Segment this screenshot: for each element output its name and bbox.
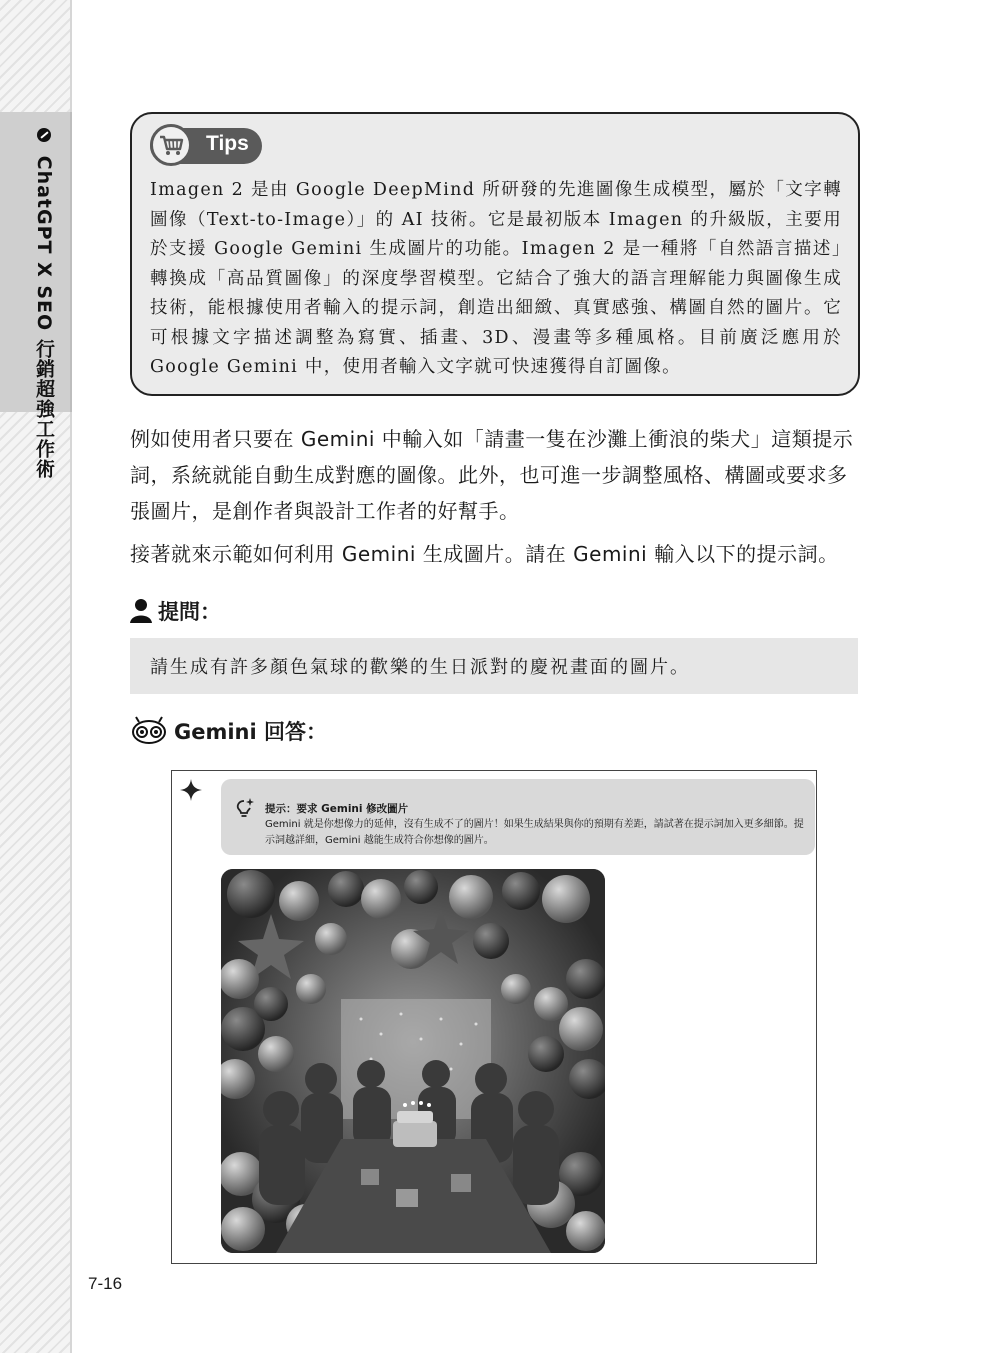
generated-party-image: [221, 869, 605, 1253]
ask-heading: [130, 596, 221, 626]
book-title: [31, 128, 58, 479]
answer-heading-text: Gemini 回答：: [174, 720, 328, 744]
body-paragraph-1: 例如使用者只要在 Gemini 中輸入如「請畫一隻在沙灘上衝浪的柴犬」這類提示詞，系統就能自動生成對應的圖像。此外，也可進一步調整風格、構圖或要求多張圖片，是創作者與設計工作者的好幫手。: [130, 427, 854, 523]
user-icon: [130, 598, 152, 624]
tips-text: Imagen 2 是由 Google DeepMind 所研發的先進圖像生成模型，屬於「文字轉圖像（Text-to-Image）」的 AI 技術。它是最初版本 Imagen 的升級版，主要用於支援 Google Gemini 生成圖片的功能。Imagen 2 是一種將「自然語言描述」轉換成「高品質圖像」的深度學習模型。它結合了強大的語言理解能力與圖像生成技術，能根據使用者輸入的提示詞，創造出細緻、真實感強、構圖自然的圖片。它可根據文字描述調整為寫實、插畫、3D、漫畫等多種風格。目前廣泛應用於 Google Gemini 中，使用者輸入文字就可快速獲得自訂圖像。: [150, 180, 842, 377]
book-logo-icon: [37, 128, 51, 142]
robot-icon: [130, 716, 168, 746]
answer-heading: [130, 716, 327, 746]
lightbulb-icon: [235, 797, 255, 819]
prompt-text: 請生成有許多顏色氣球的歡樂的生日派對的慶祝畫面的圖片。: [150, 657, 690, 678]
prompt-box: [130, 638, 858, 694]
page-number: 7-16: [88, 1274, 123, 1293]
gemini-screenshot: [171, 770, 817, 1264]
tips-box: [130, 112, 860, 396]
cart-icon: [150, 124, 192, 166]
gemini-sparkle-icon: [180, 779, 202, 801]
hint-body: Gemini 就是你想像力的延伸，沒有生成不了的圖片！如果生成結果與你的預期有差距，請試著在提示詞加入更多細節。提示詞越詳細，Gemini 越能生成符合你想像的圖片。: [265, 819, 804, 846]
ask-heading-text: 提問：: [158, 600, 221, 624]
book-title-text: ChatGPT X SEO 行銷超強工作術: [33, 155, 55, 479]
hint-title: 提示：要求 Gemini 修改圖片: [265, 803, 409, 815]
tips-label: Tips: [206, 132, 249, 155]
hint-box: [221, 779, 815, 855]
tips-badge: [150, 128, 262, 164]
body-paragraph-2: 接著就來示範如何利用 Gemini 生成圖片。請在 Gemini 輸入以下的提示詞。: [130, 542, 839, 566]
